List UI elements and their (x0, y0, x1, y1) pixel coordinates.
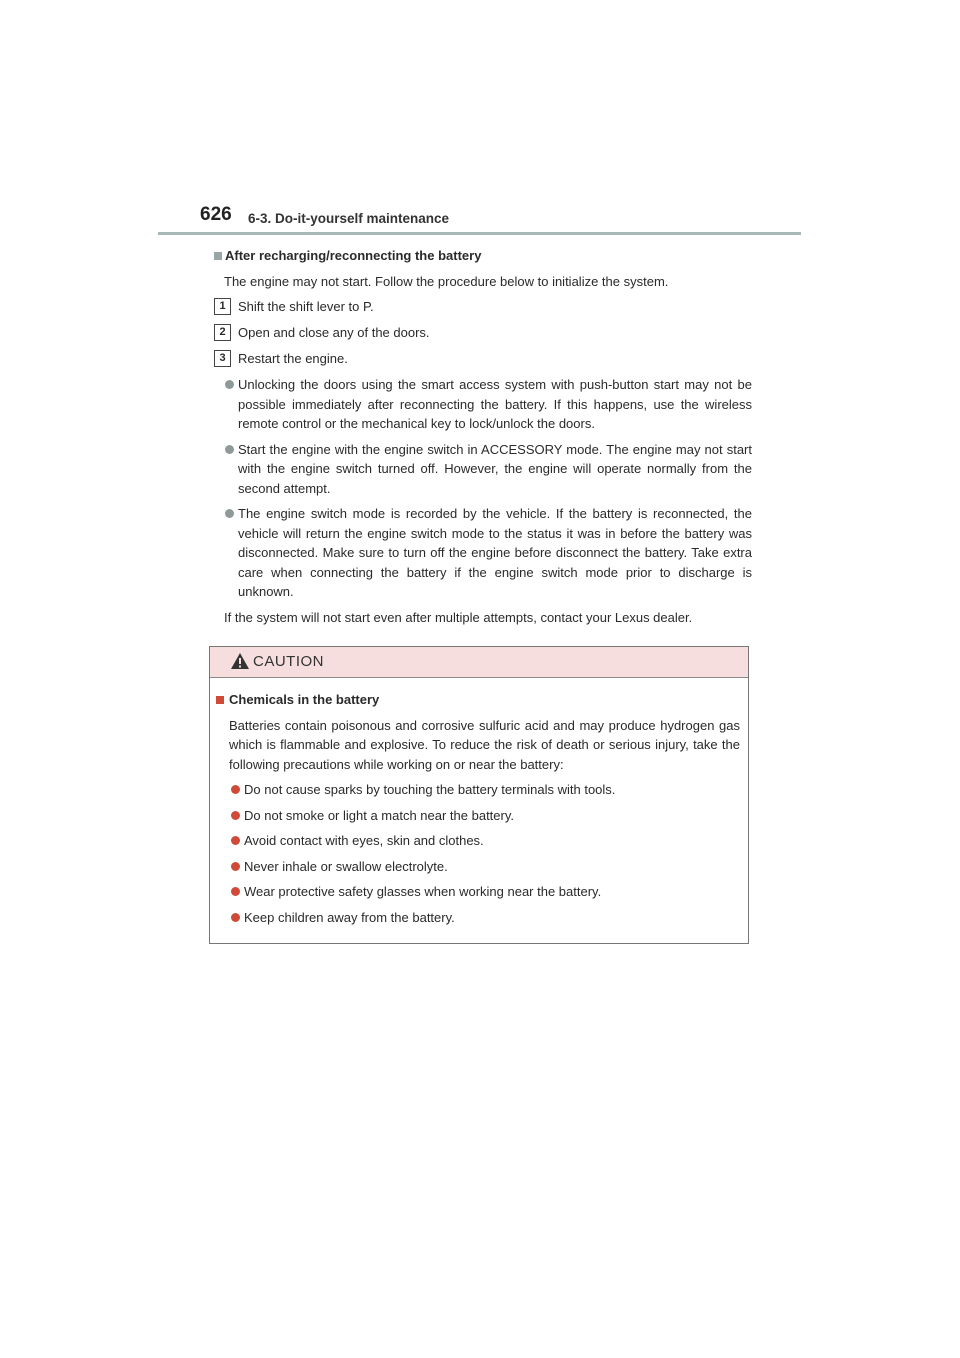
section-title: 6-3. Do-it-yourself maintenance (248, 211, 450, 226)
step-item (214, 297, 752, 317)
header-rule (158, 232, 801, 235)
caution-bullet-item (216, 806, 748, 826)
bullet-text: Unlocking the doors using the smart access system with push-button start may not be possible immediately after reconnecting the battery. If this happens, use the wireless remote control or the mechanical key to lock/unlock the doors. (238, 377, 752, 431)
caution-bullet-item (216, 831, 748, 851)
bullet-text: Start the engine with the engine switch in ACCESSORY mode. The engine may not start with the engine switch turned off. However, the engine will operate normally from the second attempt. (238, 441, 752, 496)
round-bullet-icon (231, 913, 240, 922)
caution-bullet-text: Keep children away from the battery. (244, 909, 455, 925)
caution-bullet-text: Do not cause sparks by touching the battery terminals with tools. (244, 782, 616, 797)
step-item (214, 349, 752, 369)
caution-box (209, 646, 749, 944)
section-heading-text: After recharging/reconnecting the battery (225, 248, 482, 263)
warning-triangle-icon (230, 652, 250, 670)
round-bullet-icon (225, 445, 234, 454)
caution-bullet-item (216, 908, 748, 928)
intro-text: The engine may not start. Follow the procedure below to initialize the system. (224, 273, 669, 289)
caution-header (210, 647, 748, 678)
round-bullet-icon (231, 887, 240, 896)
step-item (214, 323, 752, 343)
main-content (214, 246, 752, 627)
caution-body (210, 678, 748, 927)
caution-bullet-text: Avoid contact with eyes, skin and clothes. (244, 833, 484, 848)
caution-heading (216, 690, 748, 710)
caution-bullet-item (216, 780, 748, 800)
round-bullet-icon (225, 380, 234, 389)
page-header (158, 200, 801, 236)
round-bullet-icon (231, 811, 240, 820)
bullet-item (214, 504, 752, 602)
caution-bullet-item (216, 857, 748, 877)
step-text: Shift the shift lever to P. (238, 299, 374, 314)
page-number: 626 (200, 204, 232, 225)
caution-bullet-text: Never inhale or swallow electrolyte. (244, 858, 448, 874)
step-number-badge: 3 (214, 350, 231, 367)
caution-bullet-text: Do not smoke or light a match near the battery. (244, 807, 515, 823)
bullet-item (214, 375, 752, 434)
step-number-badge: 2 (214, 324, 231, 341)
step-text: Open and close any of the doors. (238, 325, 430, 340)
step-number-badge: 1 (214, 298, 231, 315)
bullet-text: The engine switch mode is recorded by the vehicle. If the battery is reconnected, the vehicle will return the engine switch mode to the status it was in before the battery was disconnected. Make sure to turn off the engine before disconnect the battery. Take extra care when connecting the battery if the engine switch mode prior to discharge is unknown. (238, 506, 752, 599)
bullet-item (214, 440, 752, 499)
caution-bullet-item (216, 882, 748, 902)
caution-heading-text: Chemicals in the battery (229, 692, 380, 707)
round-bullet-icon (225, 509, 234, 518)
caution-title: CAUTION (253, 653, 324, 670)
round-bullet-icon (231, 785, 240, 794)
square-bullet-icon (214, 252, 222, 260)
square-bullet-icon (216, 696, 224, 704)
caution-text: Batteries contain poisonous and corrosive sulfuric acid and may produce hydrogen gas which is flammable and explosive. To reduce the risk of death or serious injury, take the following precautions while working on or near the battery: (229, 717, 740, 772)
round-bullet-icon (231, 862, 240, 871)
section-heading (214, 246, 752, 266)
caution-bullet-text: Wear protective safety glasses when working near the battery. (244, 884, 602, 899)
step-text: Restart the engine. (238, 351, 348, 366)
note-text: If the system will not start even after multiple attempts, contact your Lexus dealer. (224, 609, 693, 625)
round-bullet-icon (231, 836, 240, 845)
